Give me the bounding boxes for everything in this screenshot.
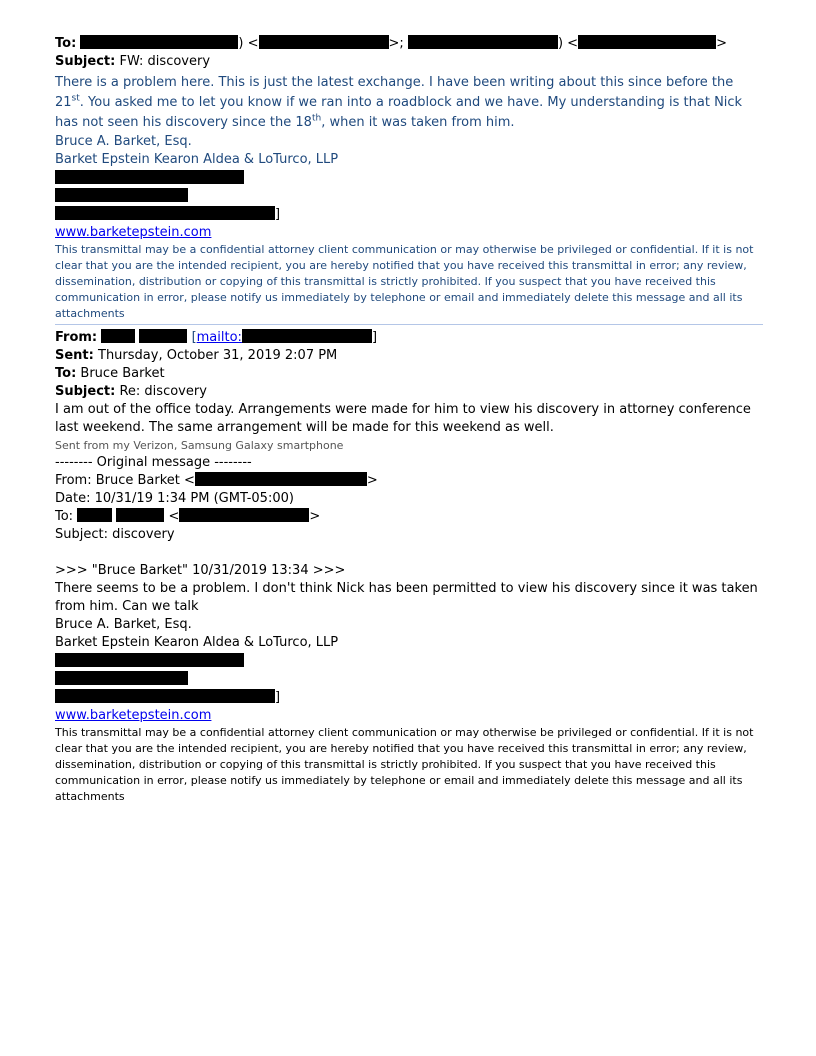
bracket-close: >: [366, 473, 378, 488]
fw-subject-label: Subject:: [55, 54, 116, 69]
original-signature-name: Bruce A. Barket, Esq.: [55, 617, 192, 632]
mailto-link[interactable]: mailto:: [196, 330, 242, 345]
fw-body-text: , when it was taken from him.: [321, 115, 515, 130]
redacted-address-line: [55, 170, 765, 188]
redaction-block: [242, 329, 372, 343]
fw-body-text: There is a problem here. This is just the latest exchange. I have been writing about this since before the 21: [55, 75, 734, 110]
orig-from-label: From: Bruce Barket <: [55, 473, 195, 488]
original-disclaimer: This transmittal may be a confidential attorney client communication or may otherwise be privileged or confidential. If it is not clear that you are the intended recipient, you are hereby notified that you have received this transmittal in error; any review, dissemination, distribution or copying of this transmittal is strictly prohibited. If you suspect that you have received this communication in error, please notify us immediately by telephone or email and immediately delete this message and all its attachments: [55, 726, 754, 803]
email-document: [55, 35, 765, 805]
divider: [55, 324, 763, 325]
fw-to-separator: ) <: [238, 36, 259, 51]
fw-body-text: . You asked me to let you know if we ran into a roadblock and we have. My understanding is that Nick has not seen his discovery since the 18: [55, 95, 743, 130]
fw-to-separator: >: [716, 36, 727, 51]
reply-from-label: From:: [55, 330, 98, 345]
superscript: th: [311, 113, 322, 124]
original-signature-firm: Barket Epstein Kearon Aldea & LoTurco, LLP: [55, 635, 339, 650]
redaction-block: [139, 329, 187, 343]
reply-sent-label: Sent:: [55, 348, 94, 363]
redaction-block: [578, 35, 716, 49]
redaction-block: [55, 689, 275, 703]
redaction-block: [195, 472, 367, 486]
redaction-block: [259, 35, 389, 49]
redaction-block: [179, 508, 309, 522]
fw-disclaimer: This transmittal may be a confidential attorney client communication or may otherwise be privileged or confidential. If it is not clear that you are the intended recipient, you are hereby notified that you have received this transmittal in error; any review, dissemination, distribution or copying of this transmittal is strictly prohibited. If you suspect that you have received this communication in error, please notify us immediately by telephone or email and immediately delete this message and all its attachments: [55, 243, 754, 320]
reply-sent-value: Thursday, October 31, 2019 2:07 PM: [98, 348, 338, 363]
redaction-block: [182, 35, 238, 49]
fw-to-label: To:: [55, 36, 77, 51]
orig-from-line: [55, 472, 765, 490]
reply-to-line: [55, 365, 765, 383]
redacted-email-line: [55, 206, 765, 224]
redaction-block: [408, 35, 558, 49]
bracket-close: ]: [275, 207, 281, 222]
reply-to-value: Bruce Barket: [80, 366, 165, 381]
reply-subject-label: Subject:: [55, 384, 116, 399]
quote-header: >>> "Bruce Barket" 10/31/2019 13:34 >>>: [55, 563, 346, 578]
spacer: [55, 544, 765, 562]
fw-subject-value: FW: discovery: [119, 54, 211, 69]
reply-sent-line: [55, 347, 765, 365]
mailto-bracket: ]: [371, 330, 378, 345]
redaction-block: [55, 170, 244, 184]
orig-to-line: [55, 508, 765, 526]
reply-subject-line: [55, 383, 765, 401]
fw-body: [55, 73, 765, 133]
reply-body: I am out of the office today. Arrangements were made for him to view his discovery in attorney conference last weekend. The same arrangement will be made for this weekend as well.: [55, 402, 751, 435]
website-link[interactable]: www.barketepstein.com: [55, 708, 212, 723]
orig-date-line: Date: 10/31/19 1:34 PM (GMT-05:00): [55, 491, 294, 506]
redacted-address-line: [55, 653, 765, 671]
bracket-open: <: [168, 509, 180, 524]
fw-to-line: [55, 35, 765, 53]
redaction-block: [55, 671, 188, 685]
bracket-close: >: [309, 509, 321, 524]
fw-to-separator: >;: [388, 36, 404, 51]
fw-to-separator: ) <: [557, 36, 579, 51]
redaction-block: [77, 508, 112, 522]
fw-subject-line: [55, 53, 765, 71]
fw-website-line: [55, 224, 765, 242]
redacted-email-line: [55, 689, 765, 707]
bracket-close: ]: [275, 690, 281, 705]
reply-sent-from: Sent from my Verizon, Samsung Galaxy smartphone: [55, 439, 344, 452]
original-website-line: [55, 707, 765, 725]
original-message-marker: -------- Original message --------: [55, 455, 252, 470]
redaction-block: [55, 188, 188, 202]
orig-subject-line: Subject: discovery: [55, 527, 175, 542]
fw-signature-firm: Barket Epstein Kearon Aldea & LoTurco, LLP: [55, 152, 339, 167]
redaction-block: [101, 329, 135, 343]
redaction-block: [55, 206, 275, 220]
redacted-phone-line: [55, 671, 765, 689]
reply-from-line: [55, 329, 765, 347]
original-body: There seems to be a problem. I don't think Nick has been permitted to view his discovery since it was taken from him. Can we talk: [55, 581, 758, 614]
mailto-bracket: [: [191, 330, 197, 345]
redaction-block: [116, 508, 164, 522]
redacted-phone-line: [55, 188, 765, 206]
redaction-block: [55, 653, 244, 667]
redaction-block: [80, 35, 182, 49]
website-link[interactable]: www.barketepstein.com: [55, 225, 212, 240]
fw-signature-name: Bruce A. Barket, Esq.: [55, 134, 192, 149]
superscript: st: [71, 93, 80, 104]
reply-to-label: To:: [55, 366, 77, 381]
orig-to-label: To:: [55, 509, 74, 524]
reply-subject-value: Re: discovery: [119, 384, 207, 399]
